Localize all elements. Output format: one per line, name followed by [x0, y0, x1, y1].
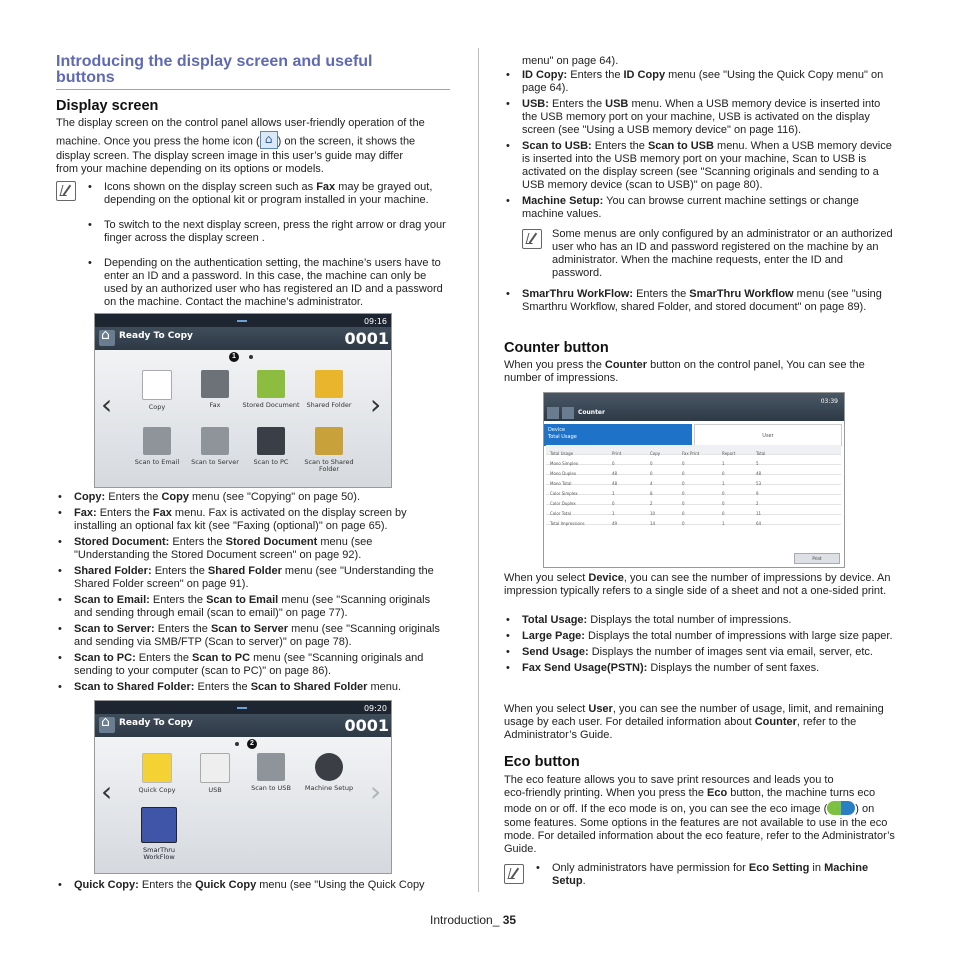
list-item: • Scan to Shared Folder: Enters the Scan to Shared Folder menu.	[56, 681, 450, 694]
scan-to-shared-folder-icon	[315, 427, 343, 455]
display-screen-intro-2	[56, 134, 456, 149]
counter-table-cell: Print	[612, 451, 622, 456]
list-item: • Send Usage: Displays the number of images sent via email, server, etc.	[504, 646, 896, 659]
note-item: • Depending on the authentication setting, the machine’s users have to enter an ID and a password. In this case, the machine can only be used by an authorized user who has registered an ID and a password on the machine. Contact the machine’s administrator.	[86, 257, 450, 309]
list-item: • Total Usage: Displays the total number of impressions.	[504, 614, 896, 627]
counter-table-row	[546, 465, 841, 475]
display-screen-intro-4: from your machine depending on its options or models.	[56, 163, 324, 175]
counter-table-cell: 0	[682, 461, 685, 466]
list-item: • Quick Copy: Enters the Quick Copy menu (see "Using the Quick Copy	[56, 879, 450, 892]
counter-table-cell: 0	[650, 461, 653, 466]
scan-to-server-icon	[201, 427, 229, 455]
list-item: • Fax: Enters the Fax menu. Fax is activated on the display screen by installing an optional fax kit (see "Faxing (optional)" on page 65).	[56, 507, 450, 533]
screen-body	[95, 350, 391, 487]
counter-screen-title: Counter	[578, 409, 605, 416]
counter-table-row	[546, 455, 841, 465]
copy-icon	[142, 370, 172, 400]
counter-table-row	[546, 505, 841, 515]
eco-line-1: The eco feature allows you to save print resources and leads you to	[504, 774, 834, 786]
screen-counter: 0001	[344, 716, 389, 735]
counter-table-cell: Mono Simplex	[550, 461, 579, 466]
intro-text-c: ) on the screen, it shows the	[277, 135, 416, 148]
counter-table-cell: 0	[722, 501, 725, 506]
eco-button-heading: Eco button	[504, 754, 580, 770]
counter-table-cell: Total	[756, 451, 766, 456]
shared-folder-icon	[315, 370, 343, 398]
list-item: • Only administrators have permission for Eco Setting in Machine Setup.	[534, 862, 896, 888]
scan-to-email-icon	[143, 427, 171, 455]
section-rule	[56, 89, 450, 90]
counter-table-cell: 2	[756, 501, 759, 506]
display-screen-intro-1: The display screen on the control panel allows user-friendly operation of the	[56, 117, 425, 129]
screen-home-icon	[99, 717, 115, 733]
counter-table-cell: 5	[756, 461, 759, 466]
screen-title: Ready To Copy	[119, 331, 193, 341]
counter-table-cell: 10	[650, 511, 656, 516]
screen-body	[95, 737, 391, 873]
usb-icon	[200, 753, 230, 783]
counter-table-cell: 0	[722, 471, 725, 476]
app-scan-to-usb: Scan to USB	[241, 753, 301, 792]
counter-table-cell: 48	[612, 471, 618, 476]
eco-line-4: some features. Some options in the features are not available to use in the eco mode. For detailed information about the eco feature, refer to the Administrator’s Guide.	[504, 817, 895, 855]
list-item: • Large Page: Displays the total number of impressions with large size paper.	[504, 630, 896, 643]
app-fax: Fax	[185, 370, 245, 409]
print-button: Print	[794, 553, 840, 564]
footer-prefix: Introduction_	[430, 913, 500, 927]
app-quick-copy: Quick Copy	[127, 753, 187, 794]
eco-line-2: eco-friendly printing. When you press the Eco button, the machine turns eco	[504, 787, 876, 799]
counter-table-cell: 9	[756, 491, 759, 496]
note-icon	[504, 864, 524, 884]
counter-table-cell: 53	[756, 481, 762, 486]
device-paragraph: When you select Device, you can see the number of impressions by device. An impression typically refers to a single side of a sheet and not a one-sided print.	[504, 572, 891, 597]
counter-screen-image	[543, 392, 845, 568]
app-scan-to-pc: Scan to PC	[241, 427, 301, 466]
pull-down-handle-icon	[237, 703, 247, 709]
counter-table-cell: 0	[650, 471, 653, 476]
app-machine-setup: Machine Setup	[299, 753, 359, 792]
eco-line-3: mode on or off. If the eco mode is on, you can see the eco image ( ) on	[504, 803, 896, 816]
screen-counter: 0001	[344, 329, 389, 348]
app-smarthru-workflow: SmarThru WorkFlow	[129, 807, 189, 861]
counter-table-row	[546, 485, 841, 495]
list-item: • Scan to Email: Enters the Scan to Email menu (see "Scanning originals and sending through email (scan to email)" on page 77).	[56, 594, 450, 620]
smarthru-workflow-icon	[141, 807, 177, 843]
counter-table-cell: Report	[722, 451, 736, 456]
app-scan-to-server: Scan to Server	[185, 427, 245, 466]
counter-table-row	[546, 515, 841, 525]
counter-table-cell: 14	[650, 521, 656, 526]
screen-title: Ready To Copy	[119, 718, 193, 728]
counter-table-cell: 11	[756, 511, 762, 516]
counter-table-cell: 1	[722, 481, 725, 486]
note-icon	[522, 229, 542, 249]
counter-table-cell: 0	[682, 501, 685, 506]
page-marker: 2	[247, 739, 257, 749]
display-screen-image-1	[94, 313, 392, 488]
counter-table-cell: 49	[612, 521, 618, 526]
list-continuation: menu" on page 64).	[522, 55, 619, 67]
counter-table-cell: 64	[756, 521, 762, 526]
list-item: • SmarThru WorkFlow: Enters the SmarThru Workflow menu (see "using Smarthru Workflow, shared Folder, and stored document" on page 89).	[504, 288, 896, 314]
screen-status-bar	[95, 701, 391, 737]
counter-table-cell: 0	[612, 501, 615, 506]
list-item: • Fax Send Usage(PSTN): Displays the number of sent faxes.	[504, 662, 896, 675]
display-screen-notes	[86, 181, 450, 312]
right-arrow-icon: ›	[370, 775, 382, 808]
menu-list-1	[56, 491, 450, 697]
counter-table-row	[546, 495, 841, 505]
user-paragraph: When you select User, you can see the number of usage, limit, and remaining usage by each user. For detailed information about Counter, refer to the Administrator’s Guide.	[504, 703, 884, 741]
column-divider	[478, 48, 479, 892]
counter-table-cell: 1	[722, 521, 725, 526]
list-item: • Machine Setup: You can browse current machine settings or change machine values.	[504, 195, 896, 221]
quick-copy-icon	[142, 753, 172, 783]
scan-to-usb-icon	[257, 753, 285, 781]
counter-items	[504, 614, 896, 678]
counter-screen-header	[544, 393, 844, 421]
counter-intro: When you press the Counter button on the control panel, You can see the number of impressions.	[504, 359, 865, 384]
counter-table-cell: 0	[612, 461, 615, 466]
screen-status-bar	[95, 314, 391, 350]
eco-icon	[827, 801, 855, 815]
app-shared-folder: Shared Folder	[299, 370, 359, 409]
fax-icon	[201, 370, 229, 398]
display-screen-intro-3: display screen. The display screen image in this user’s guide may differ	[56, 150, 404, 162]
counter-table-cell: 0	[682, 471, 685, 476]
tab-user: User	[694, 424, 842, 446]
counter-button-heading: Counter button	[504, 340, 609, 356]
counter-table-cell: 4	[650, 481, 653, 486]
intro-text-b: machine. Once you press the home icon (	[56, 135, 260, 148]
list-item: • ID Copy: Enters the ID Copy menu (see "Using the Quick Copy menu" on page 64).	[504, 69, 896, 95]
counter-table-cell: 0	[682, 491, 685, 496]
list-item: • USB: Enters the USB menu. When a USB memory device is inserted into the USB memory port on your machine, USB is activated on the display screen (see "Using a USB memory device" on page 116).	[504, 98, 896, 137]
right-arrow-icon: ›	[370, 388, 382, 421]
back-icon	[562, 407, 574, 419]
counter-table-cell: 48	[612, 481, 618, 486]
counter-table-row	[546, 475, 841, 485]
screen-home-icon	[547, 407, 559, 419]
counter-table-cell: Mono Duplex	[550, 471, 577, 476]
counter-screen-time: 03:39	[820, 398, 838, 405]
screen-time: 09:16	[363, 317, 387, 326]
list-item: • Copy: Enters the Copy menu (see "Copying" on page 50).	[56, 491, 450, 504]
page-dot	[235, 742, 239, 746]
note-icon	[56, 181, 76, 201]
eco-note	[534, 862, 896, 891]
admin-note: Some menus are only configured by an administrator or an authorized user who has an ID and password registered on the machine by an administrator. When the machine requests, enter the ID and password.	[552, 228, 893, 279]
left-arrow-icon: ‹	[101, 775, 113, 808]
app-usb: USB	[185, 753, 245, 794]
counter-table-cell: 1	[612, 511, 615, 516]
counter-table-cell: 0	[722, 511, 725, 516]
section-title	[56, 54, 373, 86]
page-number: 35	[502, 913, 517, 927]
app-copy: Copy	[127, 370, 187, 411]
page-marker: 1	[229, 352, 239, 362]
section-title-line2: buttons	[56, 69, 115, 86]
note-item: • To switch to the next display screen, press the right arrow or drag your finger across the display screen .	[86, 219, 450, 245]
stored-document-icon	[257, 370, 285, 398]
page-footer	[430, 914, 516, 927]
app-scan-to-email: Scan to Email	[127, 427, 187, 466]
counter-table-cell: 8	[650, 491, 653, 496]
app-scan-to-shared-folder: Scan to Shared Folder	[299, 427, 359, 473]
note-item: • Icons shown on the display screen such as Fax may be grayed out, depending on the optional kit or program installed in your machine.	[86, 181, 450, 207]
counter-table-cell: Color Simplex	[550, 491, 578, 496]
counter-table-cell: 48	[756, 471, 762, 476]
display-screen-image-2	[94, 700, 392, 874]
counter-table-cell: 0	[722, 491, 725, 496]
tab-device: Device Total Usage	[544, 424, 692, 446]
counter-table-cell: Copy	[650, 451, 661, 456]
counter-table-header	[546, 445, 841, 455]
counter-table-cell: 0	[682, 481, 685, 486]
list-item: • Stored Document: Enters the Stored Document menu (see "Understanding the Stored Document screen" on page 92).	[56, 536, 450, 562]
counter-table-cell: 2	[650, 501, 653, 506]
machine-setup-icon	[315, 753, 343, 781]
list-item: • Shared Folder: Enters the Shared Folder menu (see "Understanding the Shared Folder screen" on page 91).	[56, 565, 450, 591]
smarthru-item	[504, 288, 896, 317]
counter-table-cell: Color Duplex	[550, 501, 576, 506]
counter-table-cell: Color Total	[550, 511, 572, 516]
counter-table-cell: Total Impressions	[550, 521, 585, 526]
counter-table-cell: Fax Print	[682, 451, 700, 456]
home-icon: ⌂	[260, 131, 278, 149]
app-stored-document: Stored Document	[241, 370, 301, 409]
left-arrow-icon: ‹	[101, 388, 113, 421]
section-title-line1: Introducing the display screen and useful	[56, 53, 373, 70]
counter-table-cell: 0	[682, 521, 685, 526]
page-dot	[249, 355, 253, 359]
pull-down-handle-icon	[237, 316, 247, 322]
counter-table-cell: 1	[612, 491, 615, 496]
counter-table-cell: 0	[682, 511, 685, 516]
display-screen-heading: Display screen	[56, 98, 159, 114]
counter-table-cell: 1	[722, 461, 725, 466]
menu-list-2-right	[504, 69, 896, 224]
list-item: • Scan to PC: Enters the Scan to PC menu (see "Scanning originals and sending to your computer (scan to PC)" on page 86).	[56, 652, 450, 678]
screen-home-icon	[99, 330, 115, 346]
menu-list-2-left	[56, 879, 450, 895]
counter-table-cell: Total Usage	[550, 451, 574, 456]
list-item: • Scan to Server: Enters the Scan to Server menu (see "Scanning originals and sending via SMB/FTP (Scan to server)" on page 78).	[56, 623, 450, 649]
scan-to-pc-icon	[257, 427, 285, 455]
counter-table-cell: Mono Total	[550, 481, 572, 486]
list-item: • Scan to USB: Enters the Scan to USB menu. When a USB memory device is inserted into the USB memory port on your machine, Scan to USB is activated on the display screen (see "Scanning originals and sending to a USB memory device (scan to USB)" on page 80).	[504, 140, 896, 192]
screen-time: 09:20	[363, 704, 387, 713]
